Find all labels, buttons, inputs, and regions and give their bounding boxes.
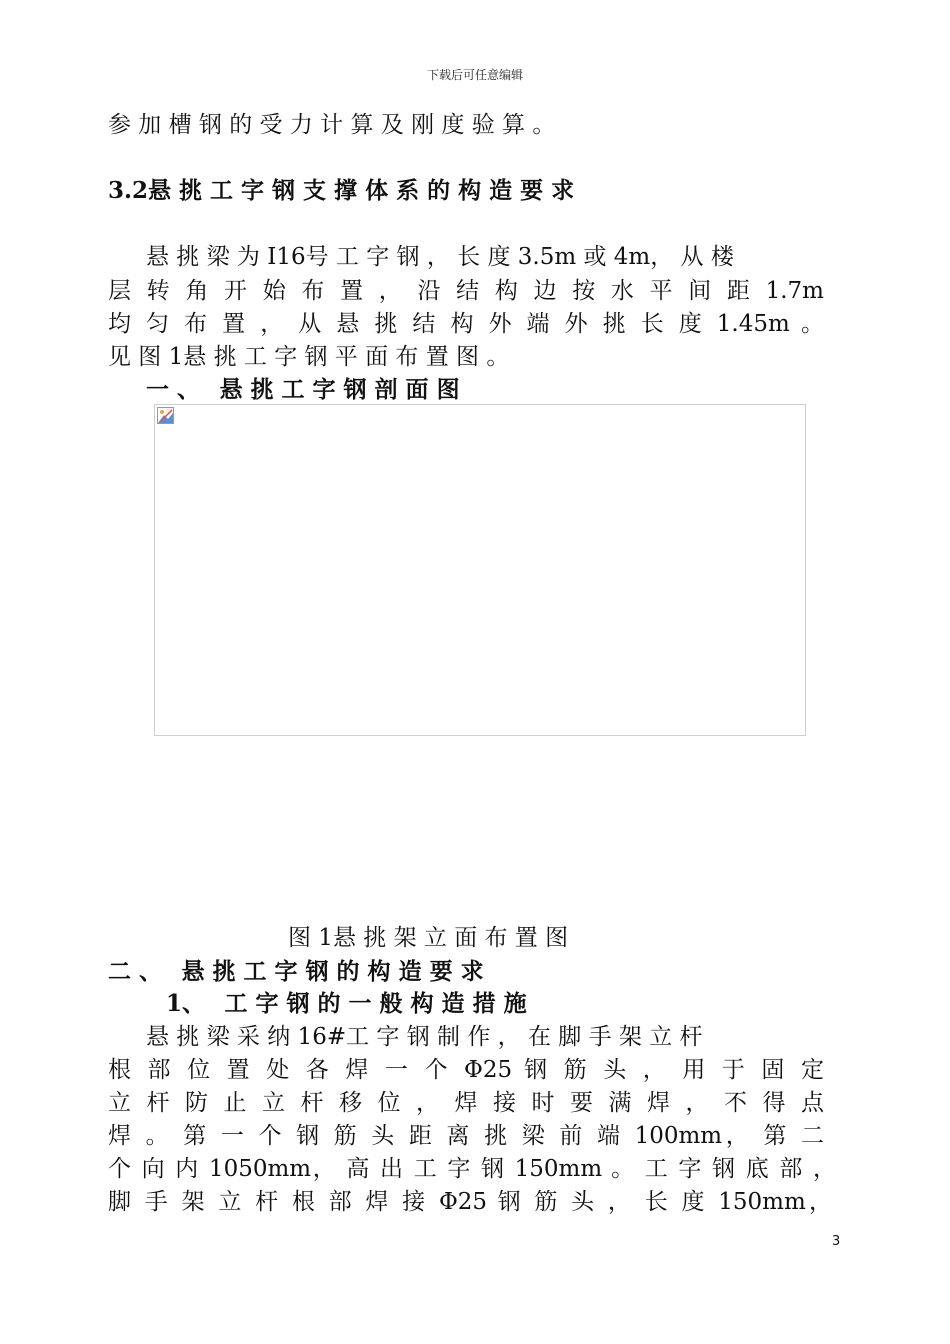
subsection-heading: 二 、 悬 挑 工 字 钢 的 构 造 要 求	[108, 958, 484, 985]
body-line: 参 加 槽 钢 的 受 力 计 算 及 刚 度 验 算 。	[108, 112, 556, 138]
subsection-heading: 一 、 悬 挑 工 字 钢 剖 面 图	[146, 376, 460, 403]
figure-caption: 图 1悬 挑 架 立 面 布 置 图	[288, 925, 569, 951]
page-number: 3	[832, 1234, 841, 1249]
body-line: 个 向 内 1050mm， 高 出 工 字 钢 150mm 。 工 字 钢 底 部 ，	[108, 1156, 836, 1182]
sub-subsection-heading: 1、 工 字 钢 的 一 般 构 造 措 施	[166, 990, 527, 1017]
header-note: 下载后可任意编辑	[426, 68, 523, 82]
body-line: 立 杆 防 止 立 杆 移 位 ， 焊 接 时 要 满 焊 ， 不 得 点	[108, 1090, 824, 1116]
body-line: 均 匀 布 置 ， 从 悬 挑 结 构 外 端 外 挑 长 度 1.45m 。	[108, 311, 824, 337]
body-line: 悬 挑 梁 为 I16号 工 字 钢 ， 长 度 3.5m 或 4m， 从 楼	[146, 244, 734, 270]
broken-image-icon	[157, 407, 174, 424]
body-line: 层 转 角 开 始 布 置 ， 沿 结 构 边 按 水 平 间 距 1.7m	[108, 278, 824, 304]
body-line: 焊 。 第 一 个 钢 筋 头 距 离 挑 梁 前 端 100mm， 第 二	[108, 1123, 824, 1149]
body-line: 见 图 1悬 挑 工 字 钢 平 面 布 置 图 。	[108, 344, 510, 370]
body-line: 脚 手 架 立 杆 根 部 焊 接 Φ25 钢 筋 头 ， 长 度 150mm，	[108, 1189, 832, 1215]
body-line: 悬 挑 梁 采 纳 16#工 字 钢 制 作 ， 在 脚 手 架 立 杆	[146, 1024, 703, 1050]
figure-image-placeholder	[154, 404, 806, 736]
body-line: 根 部 位 置 处 各 焊 一 个 Φ25 钢 筋 头 ， 用 于 固 定	[108, 1057, 824, 1083]
section-heading: 3.2悬 挑 工 字 钢 支 撑 体 系 的 构 造 要 求	[108, 177, 575, 204]
